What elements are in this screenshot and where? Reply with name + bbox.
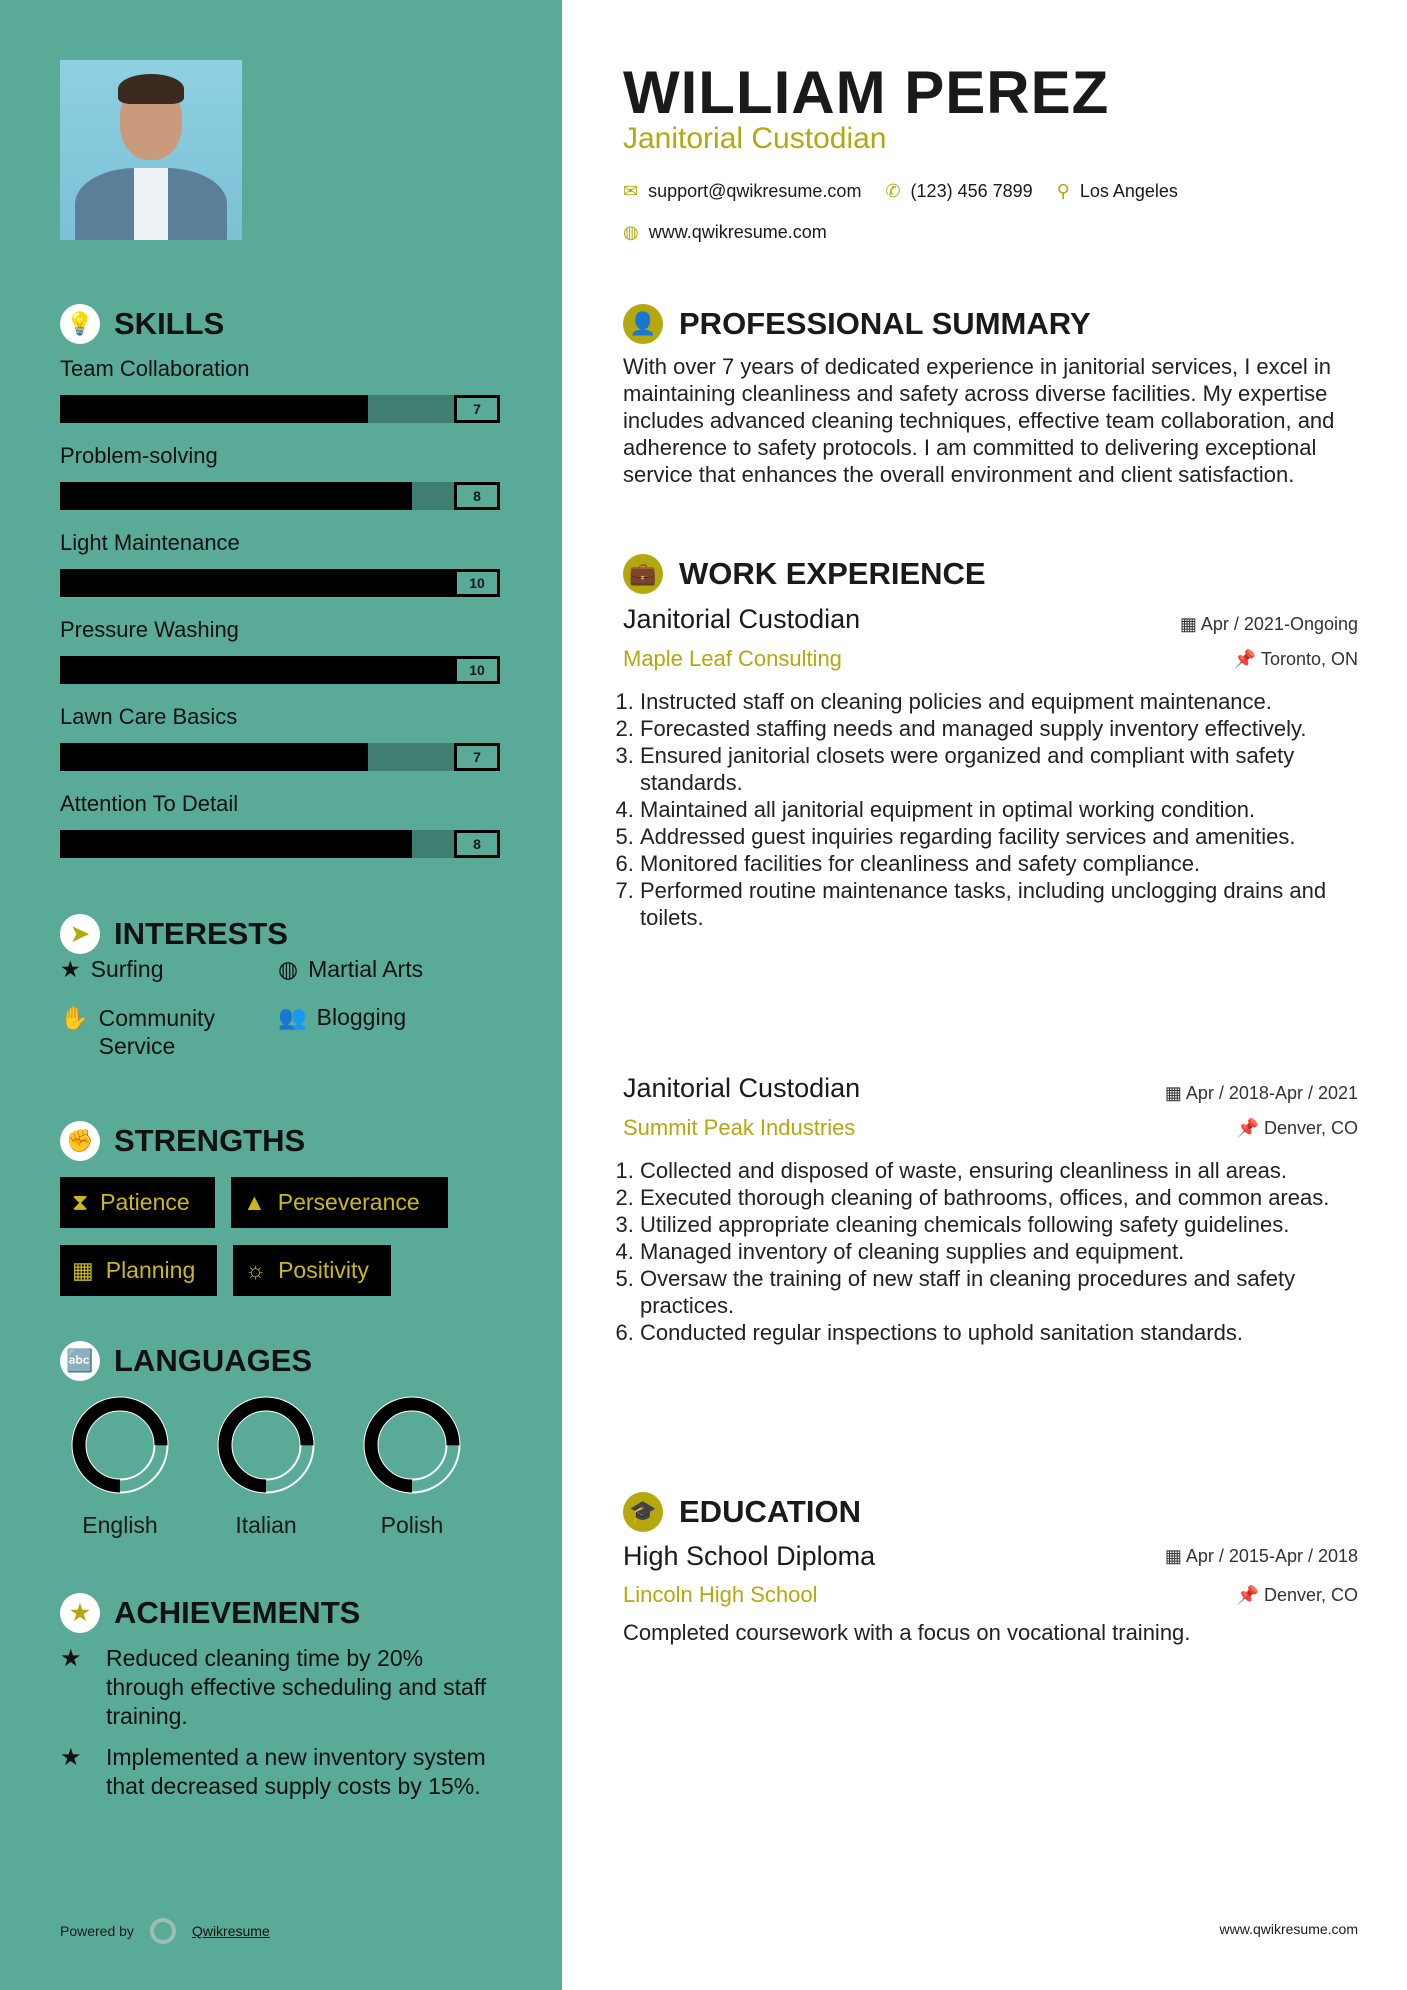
shooting-star-icon: ★ [60, 1645, 82, 1672]
star-icon: ★ [60, 1593, 100, 1633]
skill-bar [60, 743, 500, 771]
location-text: Denver, CO [1263, 1118, 1358, 1138]
job-location [1237, 1118, 1358, 1139]
languages-heading [60, 1341, 312, 1381]
job-bullet: 1. Instructed staff on cleaning policies and equipment maintenance. [640, 688, 1348, 715]
powered-by [60, 1918, 270, 1944]
qwikresume-link[interactable]: Qwikresume [191, 1923, 270, 1939]
pin-icon: 📌 [1236, 1118, 1264, 1138]
summary-text: With over 7 years of dedicated experience in janitorial services, I excel in maintaining cleanliness and safety across diverse facilities. My expertise includes advanced cleaning techniques, effective team collaboration, and adherence to safety protocols. I am committed to delivering exceptional service that enhances the overall environment and client satisfaction. [623, 354, 1335, 487]
job-location [1234, 649, 1358, 670]
sun-icon: ☼ [245, 1257, 267, 1283]
skill-bar-fill [60, 482, 412, 510]
interest-item [278, 956, 423, 983]
job-title: Janitorial Custodian [623, 122, 887, 155]
education-location [1237, 1585, 1358, 1606]
strengths-heading [60, 1121, 305, 1161]
profile-photo [60, 60, 242, 240]
experience-title: WORK EXPERIENCE [679, 556, 986, 591]
strength-tag [60, 1177, 215, 1228]
powered-by-text: Powered by [60, 1923, 134, 1939]
users-icon: 👥 [278, 1004, 307, 1030]
location-text: Toronto, ON [1260, 649, 1358, 669]
language-label: Italian [235, 1512, 297, 1538]
skill-value: 10 [454, 656, 500, 684]
school: Lincoln High School [623, 1582, 818, 1607]
skill-bar-fill [60, 395, 368, 423]
job-bullets [608, 688, 1348, 931]
phone: (123) 456 7899 [910, 181, 1033, 201]
skill-bar [60, 569, 500, 597]
job-bullet: 6. Monitored facilities for cleanliness and safety compliance. [640, 850, 1348, 877]
calendar-icon: ▦ [1179, 614, 1201, 634]
dates-text: Apr / 2021-Ongoing [1200, 614, 1358, 634]
globe-icon: ◍ [278, 956, 299, 982]
education-title: EDUCATION [679, 1494, 861, 1529]
job-bullet: 3. Utilized appropriate cleaning chemicals following safety guidelines. [640, 1211, 1348, 1238]
summary-title: PROFESSIONAL SUMMARY [679, 306, 1091, 341]
skill-bar-fill [60, 743, 368, 771]
experience-heading [623, 554, 1358, 594]
interest-label: Martial Arts [308, 956, 424, 982]
job-bullet: 5. Oversaw the training of new staff in cleaning procedures and safety practices. [640, 1265, 1348, 1319]
strength-label: Positivity [278, 1257, 369, 1283]
location: Los Angeles [1079, 181, 1178, 201]
job-bullet: 4. Managed inventory of cleaning supplies and equipment. [640, 1238, 1348, 1265]
achievements-heading [60, 1593, 360, 1633]
skill-value: 10 [454, 569, 500, 597]
fist-icon: ✊ [60, 1121, 100, 1161]
phone-icon: ✆ [885, 181, 901, 201]
skill-bar-fill [60, 656, 500, 684]
strength-label: Patience [100, 1189, 190, 1215]
shooting-star-icon: ★ [60, 1744, 82, 1771]
skill-label: Light Maintenance [60, 530, 240, 555]
skill-bar-fill [60, 569, 500, 597]
sidebar [0, 0, 562, 1990]
pin-icon: 📌 [1233, 649, 1261, 669]
job-bullet: 4. Maintained all janitorial equipment in optimal working condition. [640, 796, 1348, 823]
education-heading [623, 1492, 1358, 1532]
lightbulb-icon: 💡 [60, 304, 100, 344]
email[interactable]: support@qwikresume.com [648, 181, 862, 201]
calendar-icon: ▦ [1164, 1083, 1186, 1103]
job-bullet: 6. Conducted regular inspections to uphold sanitation standards. [640, 1319, 1348, 1346]
degree: High School Diploma [623, 1541, 876, 1571]
pin-icon: 📌 [1236, 1585, 1264, 1605]
globe-icon: ◍ [623, 222, 639, 242]
paper-plane-icon: ➤ [60, 914, 100, 954]
interests-heading [60, 914, 288, 954]
skill-label: Problem-solving [60, 443, 218, 468]
job-title: Janitorial Custodian [623, 604, 861, 634]
interest-item [278, 1004, 406, 1031]
education-dates [1165, 1546, 1358, 1567]
qwikresume-logo-icon [150, 1918, 176, 1944]
dates-text: Apr / 2015-Apr / 2018 [1185, 1546, 1358, 1566]
strength-label: Planning [105, 1257, 196, 1283]
language-donut [216, 1395, 316, 1495]
skill-value: 8 [454, 482, 500, 510]
achievement-text: Reduced cleaning time by 20% through effective scheduling and staff training. [106, 1645, 487, 1729]
dates-text: Apr / 2018-Apr / 2021 [1185, 1083, 1358, 1103]
envelope-icon: ✉ [623, 181, 639, 201]
interest-item [60, 956, 164, 983]
skill-bar [60, 830, 500, 858]
strength-tag [233, 1245, 391, 1296]
location-text: Denver, CO [1263, 1585, 1358, 1605]
achievements-title: ACHIEVEMENTS [114, 1595, 361, 1630]
company: Summit Peak Industries [623, 1115, 856, 1140]
job-title: Janitorial Custodian [623, 1073, 861, 1103]
job-dates [1180, 614, 1358, 635]
strengths-title: STRENGTHS [114, 1123, 306, 1158]
education-description: Completed coursework with a focus on vocational training. [623, 1620, 1191, 1645]
language-label: Polish [380, 1512, 444, 1538]
language-donut [362, 1395, 462, 1495]
languages-title: LANGUAGES [114, 1343, 313, 1378]
job-bullet: 5. Addressed guest inquiries regarding facility services and amenities. [640, 823, 1348, 850]
interest-label: Surfing [90, 956, 164, 982]
interest-label: Community Service [98, 1005, 215, 1059]
job-dates [1165, 1083, 1358, 1104]
interest-label: Blogging [316, 1004, 407, 1030]
footer-website[interactable]: www.qwikresume.com [1219, 1921, 1358, 1937]
skills-heading [60, 304, 224, 344]
job-bullet: 1. Collected and disposed of waste, ensuring cleanliness in all areas. [640, 1157, 1348, 1184]
achievement-text: Implemented a new inventory system that decreased supply costs by 15%. [106, 1744, 486, 1799]
strength-tag [231, 1177, 448, 1228]
job-bullet: 2. Executed thorough cleaning of bathrooms, offices, and common areas. [640, 1184, 1348, 1211]
map-pin-icon: ⚲ [1056, 181, 1070, 201]
calendar-icon: ▦ [1164, 1546, 1186, 1566]
skills-title: SKILLS [114, 306, 225, 341]
hourglass-icon: ⧗ [72, 1189, 89, 1215]
hand-icon: ✋ [60, 1005, 89, 1031]
skill-bar [60, 656, 500, 684]
website[interactable]: www.qwikresume.com [648, 222, 827, 242]
contact-row [623, 181, 1178, 202]
language-icon: 🔤 [60, 1341, 100, 1381]
achievement-item [60, 1743, 500, 1801]
skill-label: Lawn Care Basics [60, 704, 238, 729]
briefcase-icon: 💼 [623, 554, 663, 594]
interest-item [60, 1004, 260, 1060]
strength-tag [60, 1245, 217, 1296]
summary-heading [623, 304, 1358, 344]
language-donut [70, 1395, 170, 1495]
skill-label: Attention To Detail [60, 791, 239, 816]
skill-bar [60, 482, 500, 510]
road-icon: ▲ [243, 1189, 266, 1215]
job-bullets [608, 1157, 1348, 1346]
skill-value: 7 [454, 743, 500, 771]
star-icon: ★ [60, 956, 81, 982]
interests-title: INTERESTS [114, 916, 288, 951]
skill-value: 8 [454, 830, 500, 858]
candidate-name: WILLIAM PEREZ [623, 59, 1110, 126]
achievement-item [60, 1644, 500, 1731]
user-icon: 👤 [623, 304, 663, 344]
skill-value: 7 [454, 395, 500, 423]
strength-label: Perseverance [277, 1189, 420, 1215]
graduate-icon: 🎓 [623, 1492, 663, 1532]
skill-label: Team Collaboration [60, 356, 250, 381]
job-bullet: 3. Ensured janitorial closets were organized and compliant with safety standards. [640, 742, 1348, 796]
job-bullet: 7. Performed routine maintenance tasks, including unclogging drains and toilets. [640, 877, 1348, 931]
website-row [623, 222, 827, 243]
language-label: English [82, 1512, 158, 1538]
calendar-icon: ▦ [72, 1257, 94, 1283]
skill-bar [60, 395, 500, 423]
job-bullet: 2. Forecasted staffing needs and managed supply inventory effectively. [640, 715, 1348, 742]
company: Maple Leaf Consulting [623, 646, 842, 671]
skill-bar-fill [60, 830, 412, 858]
skill-label: Pressure Washing [60, 617, 239, 642]
